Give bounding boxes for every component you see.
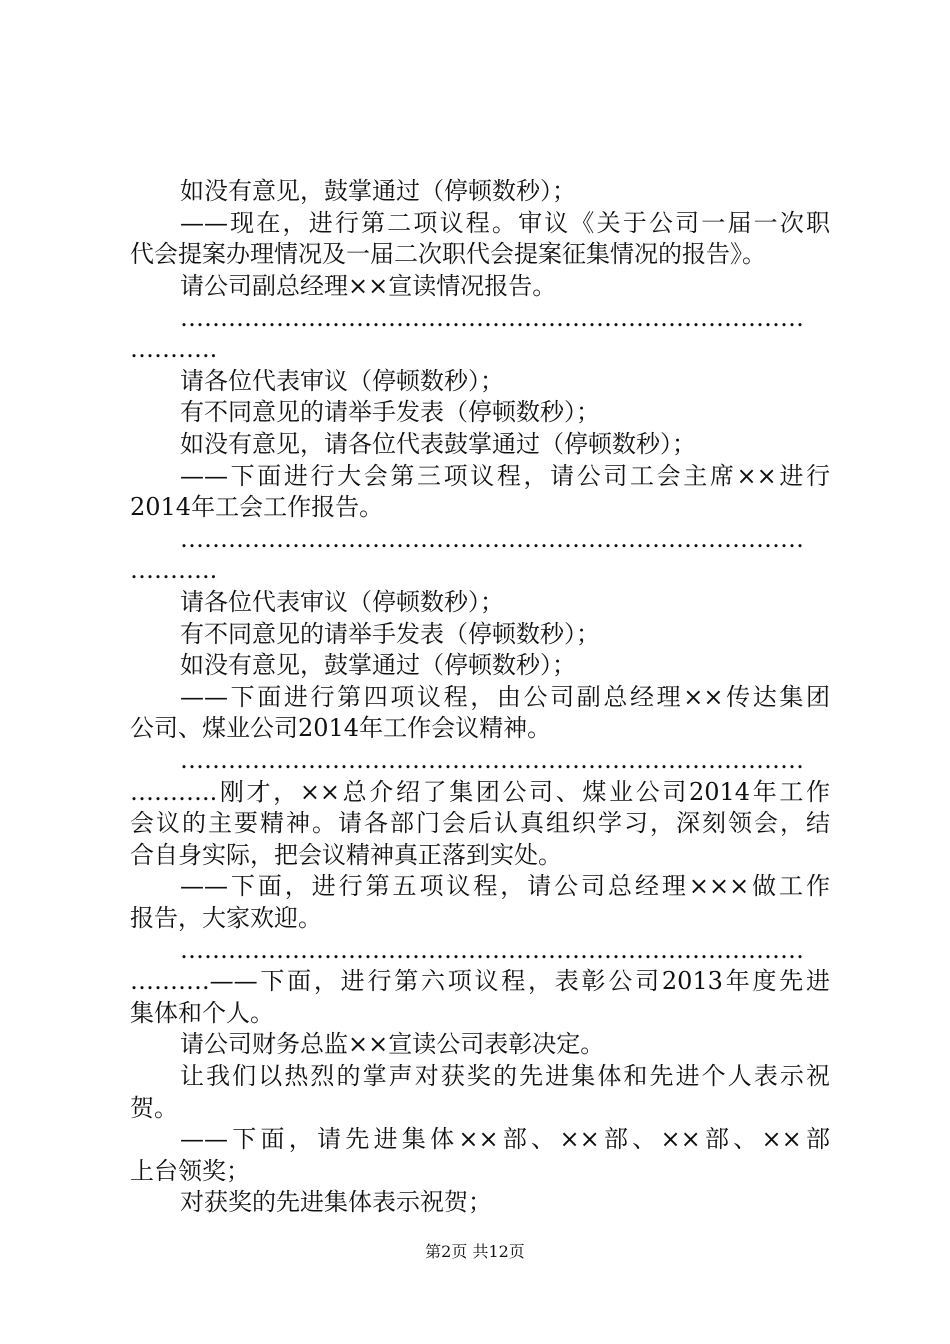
text-line: 会议的主要精神。请各部门会后认真组织学习，深刻领会，结	[130, 809, 830, 837]
text-line: 让我们以热烈的掌声对获奖的先进集体和先进个人表示祝	[180, 1062, 830, 1090]
text-line: 对获奖的先进集体表示祝贺；	[180, 1188, 492, 1216]
text-line: 合自身实际，把会议精神真正落到实处。	[130, 841, 562, 869]
dotted-leader-line: ……………………………………………………………………	[180, 525, 804, 553]
text-line: 请各位代表审议（停顿数秒）；	[180, 367, 504, 395]
text-line: 请公司财务总监××宣读公司表彰决定。	[180, 1030, 605, 1058]
text-line: 如没有意见，请各位代表鼓掌通过（停顿数秒）；	[180, 430, 696, 458]
text-line: 集体和个人。	[130, 999, 274, 1027]
text-line: 如没有意见，鼓掌通过（停顿数秒）；	[180, 177, 576, 205]
dotted-leader-line: ……………………………………………………………………	[180, 304, 804, 332]
text-line: 贺。	[130, 1094, 178, 1122]
text-line: 请各位代表审议（停顿数秒）；	[180, 588, 504, 616]
text-line: ——下面，请先进集体××部、××部、××部、××部	[180, 1125, 830, 1153]
text-line: ——下面，进行第五项议程，请公司总经理×××做工作	[180, 872, 830, 900]
text-line: ——下面进行大会第三项议程，请公司工会主席××进行	[180, 462, 830, 490]
text-line: 有不同意见的请举手发表（停顿数秒）；	[180, 398, 600, 426]
text-line: 代会提案办理情况及一届二次职代会提案征集情况的报告》。	[130, 240, 766, 268]
dotted-leader-line: ……………………………………………………………………	[180, 746, 804, 774]
dotted-leader-line: ………..	[130, 556, 218, 584]
page-number-footer: 第2页 共12页	[425, 1242, 525, 1261]
text-line: 请公司副总经理××宣读情况报告。	[180, 272, 557, 300]
text-line: ——现在，进行第二项议程。审议《关于公司一届一次职	[180, 209, 830, 237]
text-line: 2014年工会工作报告。	[130, 493, 384, 521]
text-line: 上台领奖；	[130, 1157, 250, 1185]
text-line: ………..刚才，××总介绍了集团公司、煤业公司2014年工作	[130, 778, 830, 806]
text-line: 有不同意见的请举手发表（停顿数秒）；	[180, 620, 600, 648]
text-line: ——下面进行第四项议程，由公司副总经理××传达集团	[180, 683, 830, 711]
text-line: ……….——下面，进行第六项议程，表彰公司2013年度先进	[130, 967, 830, 995]
text-line: 公司、煤业公司2014年工作会议精神。	[130, 714, 552, 742]
text-line: 如没有意见，鼓掌通过（停顿数秒）；	[180, 651, 576, 679]
text-line: 报告，大家欢迎。	[130, 904, 322, 932]
dotted-leader-line: ………..	[130, 335, 218, 363]
dotted-leader-line: ……………………………………………………………………	[180, 936, 804, 964]
